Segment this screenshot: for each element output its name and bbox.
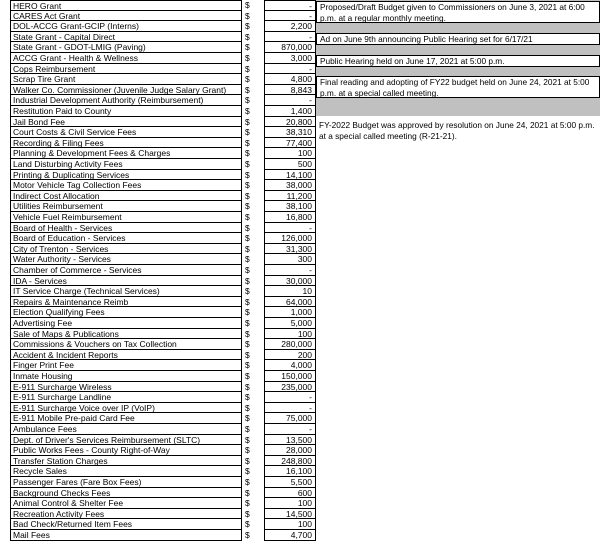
table-row — [10, 276, 310, 287]
row-amount: 28,000 — [264, 445, 316, 456]
table-row — [10, 286, 310, 297]
table-row — [10, 223, 310, 234]
table-row — [10, 106, 310, 117]
table-row — [10, 0, 310, 11]
row-amount: 100 — [264, 519, 316, 530]
row-amount: 75,000 — [264, 413, 316, 424]
row-label: Ambulance Fees — [10, 424, 242, 435]
row-label: Passenger Fares (Fare Box Fees) — [10, 477, 242, 488]
row-amount: - — [264, 32, 316, 43]
currency-symbol: $ — [245, 318, 250, 328]
row-label: Repairs & Maintenance Reimb — [10, 297, 242, 308]
table-row — [10, 244, 310, 255]
row-amount: - — [264, 0, 316, 11]
currency-symbol: $ — [245, 530, 250, 540]
currency-symbol: $ — [245, 137, 250, 148]
row-label: Board of Education - Services — [10, 233, 242, 244]
row-label: Background Checks Fees — [10, 488, 242, 499]
row-label: Board of Health - Services — [10, 223, 242, 234]
row-amount: 5,500 — [264, 477, 316, 488]
row-label: Water Authority - Services — [10, 254, 242, 265]
row-amount: 77,400 — [264, 138, 316, 149]
table-row — [10, 498, 310, 509]
row-label: Chamber of Commerce - Services — [10, 265, 242, 276]
currency-symbol: $ — [245, 116, 250, 127]
row-label: State Grant - Capital Direct — [10, 32, 242, 43]
row-amount: 300 — [264, 254, 316, 265]
currency-symbol: $ — [245, 455, 250, 466]
row-label: Land Disturbing Activity Fees — [10, 159, 242, 170]
row-label: DOL-ACCG Grant-GCIP (Interns) — [10, 21, 242, 32]
row-label: ACCG Grant - Health & Wellness — [10, 53, 242, 64]
table-row — [10, 138, 310, 149]
table-row — [10, 297, 310, 308]
row-amount: 8,843 — [264, 85, 316, 96]
table-row — [10, 32, 310, 43]
row-label: Indirect Cost Allocation — [10, 191, 242, 202]
row-label: Court Costs & Civil Service Fees — [10, 127, 242, 138]
row-amount: - — [264, 223, 316, 234]
table-row — [10, 254, 310, 265]
row-amount: 38,100 — [264, 201, 316, 212]
table-row — [10, 413, 310, 424]
table-row — [10, 180, 310, 191]
row-amount: 280,000 — [264, 339, 316, 350]
table-row — [10, 488, 310, 499]
row-amount: 38,000 — [264, 180, 316, 191]
row-amount: 20,800 — [264, 117, 316, 128]
table-row — [10, 509, 310, 520]
row-label: Advertising Fee — [10, 318, 242, 329]
table-row — [10, 85, 310, 96]
table-row — [10, 519, 310, 530]
row-label: E-911 Surcharge Voice over IP (VoIP) — [10, 403, 242, 414]
row-label: Planning & Development Fees & Charges — [10, 148, 242, 159]
currency-symbol: $ — [245, 190, 250, 201]
table-row — [10, 466, 310, 477]
row-amount: 11,200 — [264, 191, 316, 202]
note-final-reading: Final reading and adopting of FY22 budget held on June 24, 2021 at 5:00 p.m. at a special called meeting. — [316, 76, 600, 98]
currency-symbol: $ — [245, 265, 250, 275]
row-label: Accident & Incident Reports — [10, 350, 242, 361]
table-row — [10, 191, 310, 202]
row-amount: 4,700 — [264, 530, 316, 541]
currency-symbol: $ — [245, 328, 250, 339]
row-amount: 16,800 — [264, 212, 316, 223]
row-label: Bad Check/Returned Item Fees — [10, 519, 242, 530]
currency-symbol: $ — [245, 498, 250, 509]
row-amount: 100 — [264, 329, 316, 340]
row-amount: 150,000 — [264, 371, 316, 382]
row-amount: 4,800 — [264, 74, 316, 85]
currency-symbol: $ — [245, 254, 250, 265]
currency-symbol: $ — [245, 42, 250, 53]
row-label: Dept. of Driver's Services Reimbursement (SLTC) — [10, 435, 242, 446]
currency-symbol: $ — [245, 10, 250, 21]
row-amount: 100 — [264, 498, 316, 509]
currency-symbol: $ — [245, 74, 250, 85]
row-amount: 5,000 — [264, 318, 316, 329]
table-row — [10, 42, 310, 53]
row-label: Sale of Maps & Publications — [10, 329, 242, 340]
table-row — [10, 53, 310, 64]
row-amount: 500 — [264, 159, 316, 170]
notes-panel — [316, 0, 600, 547]
row-amount: 16,100 — [264, 466, 316, 477]
row-amount: - — [264, 403, 316, 414]
row-label: Recycle Sales — [10, 466, 242, 477]
row-label: Cops Reimbursement — [10, 64, 242, 75]
row-label: Restitution Paid to County — [10, 106, 242, 117]
currency-symbol: $ — [245, 349, 250, 360]
row-amount: - — [264, 11, 316, 22]
row-amount: 3,000 — [264, 53, 316, 64]
table-row — [10, 392, 310, 403]
row-amount: 30,000 — [264, 276, 316, 287]
row-label: City of Trenton - Services — [10, 244, 242, 255]
table-row — [10, 201, 310, 212]
row-amount: - — [264, 392, 316, 403]
currency-symbol: $ — [245, 84, 250, 95]
row-amount: 200 — [264, 350, 316, 361]
row-label: Walker Co. Commissioner (Juvenile Judge Salary Grant) — [10, 85, 242, 96]
note-proposed-budget: Proposed/Draft Budget given to Commissioners on June 3, 2021 at 6:00 p.m. at a regular monthly meeting. — [316, 1, 600, 23]
currency-symbol: $ — [245, 381, 250, 392]
row-label: Utilities Reimbursement — [10, 201, 242, 212]
currency-symbol: $ — [245, 519, 250, 530]
row-label: Scrap Tire Grant — [10, 74, 242, 85]
row-amount: 600 — [264, 488, 316, 499]
currency-symbol: $ — [245, 233, 250, 244]
currency-symbol: $ — [245, 127, 250, 138]
currency-symbol: $ — [245, 477, 250, 487]
currency-symbol: $ — [245, 445, 250, 456]
row-label: HERO Grant — [10, 0, 242, 11]
table-row — [10, 265, 310, 276]
table-row — [10, 477, 310, 488]
row-label: Motor Vehicle Tag Collection Fees — [10, 180, 242, 191]
row-label: Jail Bond Fee — [10, 117, 242, 128]
currency-symbol: $ — [245, 392, 250, 403]
table-row — [10, 435, 310, 446]
row-label: IT Service Charge (Technical Services) — [10, 286, 242, 297]
row-label: CARES Act Grant — [10, 11, 242, 22]
currency-symbol: $ — [245, 222, 250, 233]
currency-symbol: $ — [245, 413, 250, 424]
row-label: Industrial Development Authority (Reimbursement) — [10, 95, 242, 106]
note-budget-approved: FY-2022 Budget was approved by resolution on June 24, 2021 at 5:00 p.m. at a special called meeting (R-21-21). — [319, 120, 595, 141]
row-label: Transfer Station Charges — [10, 456, 242, 467]
table-row — [10, 445, 310, 456]
budget-table — [10, 0, 310, 547]
table-row — [10, 350, 310, 361]
row-label: State Grant - GDOT-LMIG (Paving) — [10, 42, 242, 53]
note-ad-public-hearing: Ad on June 9th announcing Public Hearing set for 6/17/21 — [316, 33, 600, 45]
table-row — [10, 95, 310, 106]
currency-symbol: $ — [245, 21, 250, 32]
row-amount: 4,000 — [264, 360, 316, 371]
row-amount: 64,000 — [264, 297, 316, 308]
table-row — [10, 382, 310, 393]
row-label: Public Works Fees - County Right-of-Way — [10, 445, 242, 456]
currency-symbol: $ — [245, 95, 250, 106]
row-amount: 870,000 — [264, 42, 316, 53]
row-label: Inmate Housing — [10, 371, 242, 382]
row-amount: - — [264, 424, 316, 435]
row-label: Finger Print Fee — [10, 360, 242, 371]
table-row — [10, 11, 310, 22]
row-label: Commissions & Vouchers on Tax Collection — [10, 339, 242, 350]
currency-symbol: $ — [245, 286, 250, 297]
currency-symbol: $ — [245, 53, 250, 63]
row-label: E-911 Surcharge Wireless — [10, 382, 242, 393]
row-amount: 1,000 — [264, 307, 316, 318]
table-row — [10, 117, 310, 128]
currency-symbol: $ — [245, 212, 250, 222]
row-label: Election Qualifying Fees — [10, 307, 242, 318]
currency-symbol: $ — [245, 434, 250, 445]
currency-symbol: $ — [245, 169, 250, 180]
currency-symbol: $ — [245, 0, 250, 10]
currency-symbol: $ — [245, 148, 250, 159]
currency-symbol: $ — [245, 402, 250, 413]
table-row — [10, 424, 310, 435]
currency-symbol: $ — [245, 243, 250, 254]
row-amount: 235,000 — [264, 382, 316, 393]
row-amount: 13,500 — [264, 435, 316, 446]
currency-symbol: $ — [245, 31, 250, 42]
row-amount: 126,000 — [264, 233, 316, 244]
currency-symbol: $ — [245, 487, 250, 498]
row-amount: 2,200 — [264, 21, 316, 32]
table-row — [10, 212, 310, 223]
row-label: E-911 Surcharge Landline — [10, 392, 242, 403]
table-row — [10, 318, 310, 329]
table-row — [10, 371, 310, 382]
row-amount: 14,100 — [264, 170, 316, 181]
table-row — [10, 159, 310, 170]
row-amount: 100 — [264, 148, 316, 159]
row-amount: 38,310 — [264, 127, 316, 138]
table-row — [10, 307, 310, 318]
table-row — [10, 360, 310, 371]
row-label: Animal Control & Shelter Fee — [10, 498, 242, 509]
note-public-hearing: Public Hearing held on June 17, 2021 at 5:00 p.m. — [316, 55, 600, 67]
row-label: Recreation Activity Fees — [10, 509, 242, 520]
row-amount: 31,300 — [264, 244, 316, 255]
table-row — [10, 127, 310, 138]
table-row — [10, 170, 310, 181]
row-amount: - — [264, 265, 316, 276]
currency-symbol: $ — [245, 180, 250, 191]
currency-symbol: $ — [245, 296, 250, 307]
row-label: Recording & Filing Fees — [10, 138, 242, 149]
row-label: Printing & Duplicating Services — [10, 170, 242, 181]
row-amount: 1,400 — [264, 106, 316, 117]
row-label: E-911 Mobile Pre-paid Card Fee — [10, 413, 242, 424]
currency-symbol: $ — [245, 371, 250, 381]
table-row — [10, 74, 310, 85]
row-amount: - — [264, 64, 316, 75]
table-row — [10, 403, 310, 414]
table-row — [10, 233, 310, 244]
table-row — [10, 64, 310, 75]
table-row — [10, 148, 310, 159]
currency-symbol: $ — [245, 508, 250, 519]
row-label: IDA - Services — [10, 276, 242, 287]
currency-symbol: $ — [245, 159, 250, 169]
currency-symbol: $ — [245, 424, 250, 434]
currency-symbol: $ — [245, 466, 250, 477]
row-label: Mail Fees — [10, 530, 242, 541]
table-row — [10, 456, 310, 467]
table-row — [10, 530, 310, 541]
row-amount: 248,800 — [264, 456, 316, 467]
table-row — [10, 329, 310, 340]
row-amount: 10 — [264, 286, 316, 297]
currency-symbol: $ — [245, 360, 250, 371]
currency-symbol: $ — [245, 201, 250, 212]
currency-symbol: $ — [245, 339, 250, 350]
row-amount: 14,500 — [264, 509, 316, 520]
currency-symbol: $ — [245, 106, 250, 116]
table-row — [10, 21, 310, 32]
currency-symbol: $ — [245, 307, 250, 318]
currency-symbol: $ — [245, 63, 250, 74]
table-row — [10, 339, 310, 350]
row-amount: - — [264, 95, 316, 106]
currency-symbol: $ — [245, 275, 250, 286]
row-label: Vehicle Fuel Reimbursement — [10, 212, 242, 223]
